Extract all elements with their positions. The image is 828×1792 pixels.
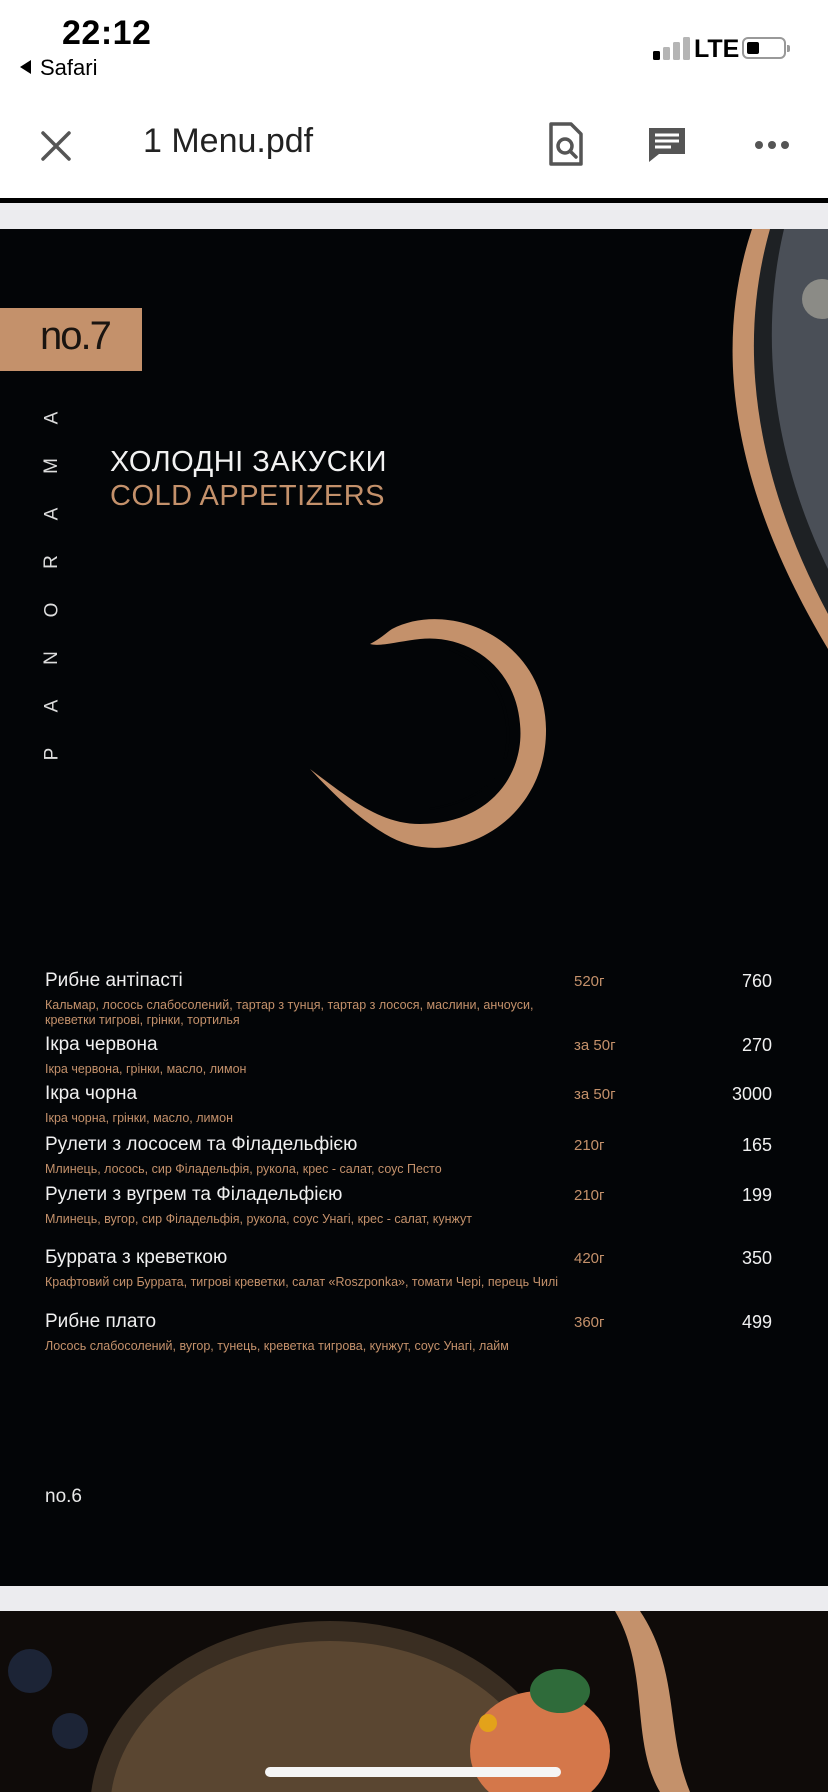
- home-indicator[interactable]: [265, 1767, 561, 1777]
- menu-item-description: Кальмар, лосось слабосолений, тартар з тунця, тартар з лосося, маслини, анчоуси, креветки тигрові, грінки, тортилья: [45, 998, 534, 1027]
- menu-item-name: Ікра червона: [45, 1034, 158, 1055]
- menu-item-name: Рибне плато: [45, 1311, 157, 1332]
- menu-item-name: Буррата з креветкою: [45, 1247, 228, 1268]
- menu-item-weight: 360г: [574, 1314, 605, 1331]
- menu-item-description: Млинець, вугор, сир Філадельфія, рукола, соус Унагі, крес - салат, кунжут: [45, 1212, 473, 1226]
- page-number: no.6: [45, 1486, 82, 1507]
- comment-icon[interactable]: [645, 120, 689, 168]
- close-icon[interactable]: [36, 126, 76, 166]
- menu-item-price: 165: [741, 1135, 772, 1155]
- document-toolbar: [0, 92, 828, 203]
- menu-item-description: Ікра чорна, грінки, масло, лимон: [45, 1111, 233, 1125]
- menu-item-price: 760: [741, 971, 772, 991]
- next-page-photo[interactable]: [0, 1611, 828, 1792]
- document-title: 1 Menu.pdf: [143, 122, 314, 160]
- brand-letter: A: [41, 507, 62, 521]
- brand-letter: A: [41, 411, 62, 425]
- brand-letter: N: [40, 651, 62, 665]
- menu-item-description: Крафтовий сир Буррата, тигрові креветки, салат «Roszponka», томати Чері, перець Чилі: [45, 1275, 559, 1289]
- menu-item-weight: 210г: [574, 1137, 605, 1154]
- brush-circle-decoration: [300, 609, 560, 874]
- menu-item-weight: 210г: [574, 1187, 605, 1204]
- section-heading-en: COLD APPETIZERS: [110, 480, 386, 512]
- brand-letter: A: [41, 699, 62, 713]
- menu-item-description: Ікра червона, грінки, масло, лимон: [45, 1062, 247, 1076]
- menu-item-price: 199: [741, 1185, 772, 1205]
- menu-item-weight: 520г: [574, 973, 605, 990]
- back-arrow-icon: [20, 60, 31, 74]
- menu-item-price: 3000: [731, 1084, 772, 1104]
- dish-photo-decoration: [712, 229, 828, 649]
- more-icon[interactable]: [752, 120, 796, 168]
- menu-item-description: Лосось слабосолений, вугор, тунець, креветка тигрова, кунжут, соус Унагі, лайм: [45, 1339, 509, 1353]
- menu-item-description: Млинець, лосось, сир Філадельфія, рукола, крес - салат, соус Песто: [45, 1162, 442, 1176]
- section-number: no.7: [40, 314, 110, 358]
- menu-item-weight: за 50г: [574, 1086, 616, 1103]
- section-number-badge: [0, 308, 142, 371]
- menu-item-name: Ікра чорна: [45, 1083, 138, 1104]
- menu-item-price: 350: [741, 1248, 772, 1268]
- pdf-page[interactable]: [0, 229, 828, 1586]
- brand-letter: P: [41, 747, 62, 761]
- brand-letter: M: [40, 458, 62, 474]
- battery-icon: [742, 37, 786, 59]
- status-time: 22:12: [62, 14, 152, 52]
- menu-item-price: 499: [741, 1312, 772, 1332]
- section-heading-ua: ХОЛОДНІ ЗАКУСКИ: [110, 446, 387, 478]
- page-separator: [0, 203, 828, 227]
- menu-item-weight: за 50г: [574, 1037, 616, 1054]
- status-bar: [0, 0, 828, 92]
- menu-item-price: 270: [741, 1035, 772, 1055]
- menu-item-name: Рулети з вугрем та Філадельфією: [45, 1184, 343, 1205]
- find-in-document-icon[interactable]: [543, 120, 587, 168]
- back-app-label: Safari: [40, 55, 98, 80]
- page-separator: [0, 1586, 828, 1611]
- cellular-signal-icon: [653, 36, 691, 60]
- brand-letter: R: [40, 555, 62, 569]
- menu-item-name: Рулети з лососем та Філадельфією: [45, 1134, 358, 1155]
- vertical-brand-text: [38, 394, 66, 778]
- menu-item-weight: 420г: [574, 1250, 605, 1267]
- brand-letter: O: [41, 602, 62, 618]
- back-to-app-link[interactable]: [20, 55, 97, 81]
- menu-item-name: Рибне антіпасті: [45, 970, 183, 991]
- network-type: LTE: [694, 35, 740, 63]
